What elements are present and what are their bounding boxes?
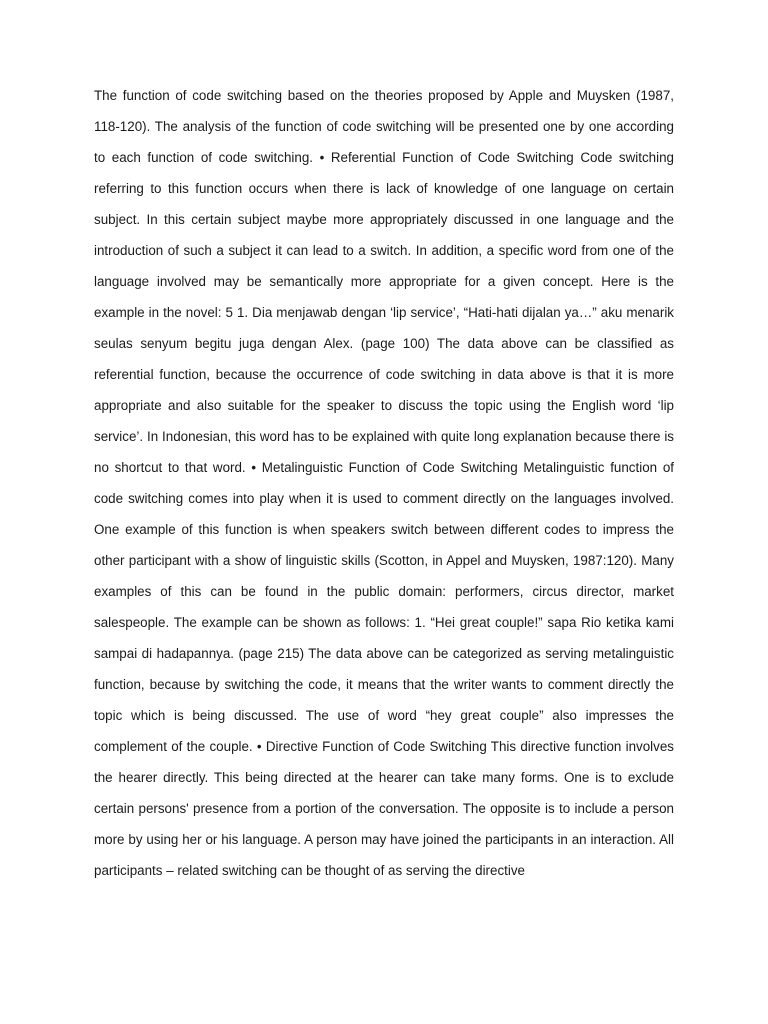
body-paragraph: The function of code switching based on the theories proposed by Apple and Muysken (1987, 118-120). The analysis of the function of code switching will be presented one by one according to each function of code switching. • Referential Function of Code Switching Code switching referring to this function occurs when there is lack of knowledge of one language on certain subject. In this certain subject maybe more appropriately discussed in one language and the introduction of such a subject it can lead to a switch. In addition, a specific word from one of the language involved may be semantically more appropriate for a given concept. Here is the example in the novel: 5 1. Dia menjawab dengan ‘lip service’, “Hati-hati dijalan ya…” aku menarik seulas senyum begitu juga dengan Alex. (page 100) The data above can be classified as referential function, because the occurrence of code switching in data above is that it is more appropriate and also suitable for the speaker to discuss the topic using the English word ‘lip service’. In Indonesian, this word has to be explained with quite long explanation because there is no shortcut to that word. • Metalinguistic Function of Code Switching Metalinguistic function of code switching comes into play when it is used to comment directly on the languages involved. One example of this function is when speakers switch between different codes to impress the other participant with a show of linguistic skills (Scotton, in Appel and Muysken, 1987:120). Many examples of this can be found in the public domain: performers, circus director, market salespeople. The example can be shown as follows: 1. “Hei great couple!” sapa Rio ketika kami sampai di hadapannya. (page 215) The data above can be categorized as serving metalinguistic function, because by switching the code, it means that the writer wants to comment directly the topic which is being discussed. The use of word “hey great couple” also impresses the complement of the couple. • Directive Function of Code Switching This directive function involves the hearer directly. This being directed at the hearer can take many forms. One is to exclude certain persons' presence from a portion of the conversation. The opposite is to include a person more by using her or his language. A person may have joined the participants in an interaction. All participants – related switching can be thought of as serving the directive — [94, 88, 674, 878]
